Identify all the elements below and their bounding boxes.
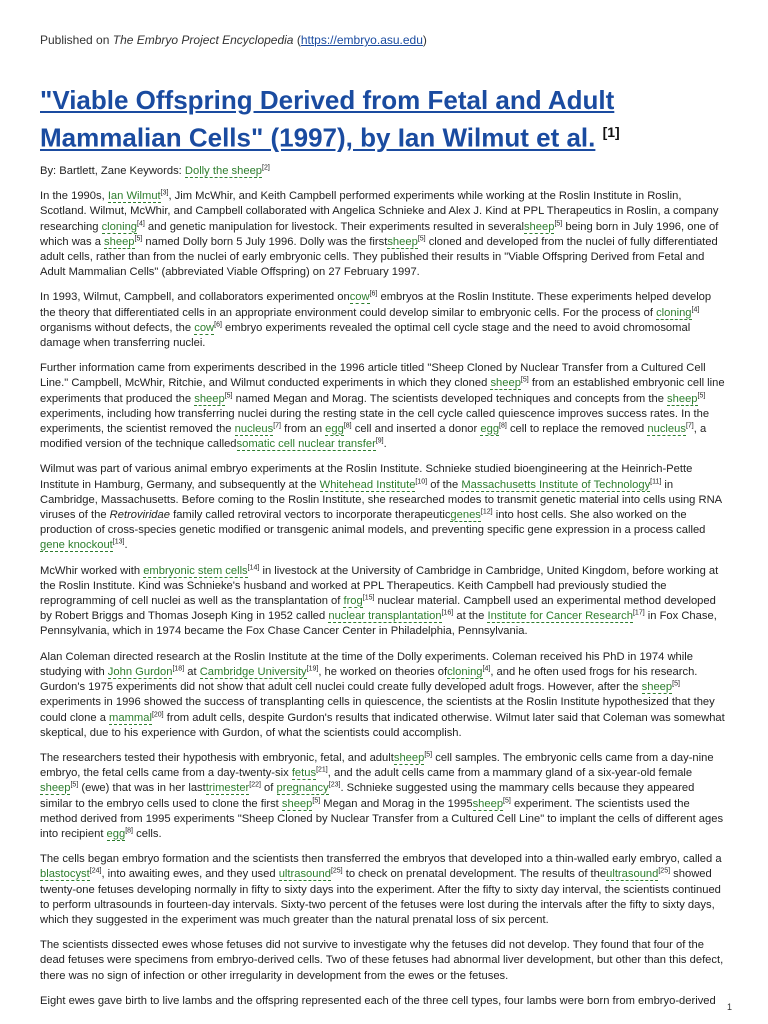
- text-run: , Jim McWhir, and Keith Campbell performed experiments while working at the Roslin Institute in Roslin, Scotland. Wilmut, McWhir, and Campbell collaborated with Angelica Schnieke and Alex J. Kind at PPL Therapeutics in Roslin, a company researching: [40, 190, 719, 233]
- text-run: , into awaiting ewes, and they used: [101, 868, 279, 881]
- text-run: at the: [453, 610, 488, 623]
- text-run: of: [260, 782, 277, 795]
- inline-link[interactable]: nucleus: [647, 423, 686, 436]
- ref-number: [19]: [306, 665, 319, 673]
- text-run: , and he often used frogs for his research. Gurdon's 1975 experiments did not show that adult cell nuclei could create fully developed adult frogs. However, after the: [40, 665, 698, 694]
- text-run: in Cambridge, Massachusetts. Before coming to the Roslin Institute, she researched modes to transmit genetic material into cells using RNA viruses of the: [40, 478, 722, 522]
- site-name: The Embryo Project Encyclopedia: [112, 33, 294, 47]
- text-run: Eight ewes gave birth to live lambs and the offspring represented each of the three cell types, four lambs were born from embryo-derived: [40, 994, 716, 1007]
- text-run: . Schnieke suggested using the mammary cells because they appeared similar to the embryo cells used to clone the first: [40, 782, 695, 810]
- inline-link[interactable]: cloning: [447, 665, 483, 678]
- published-line: Published on The Embryo Project Encyclopedia (https://embryo.asu.edu): [40, 33, 427, 47]
- ref-number: [6]: [369, 290, 378, 298]
- text-run: embryo experiments revealed the optimal cell cycle stage and the need to avoid chromosomal damage when transferring nuclei.: [40, 321, 691, 350]
- inline-link[interactable]: nuclear transplantation: [328, 610, 442, 623]
- ref-number: [7]: [685, 422, 694, 430]
- inline-link[interactable]: sheep: [472, 797, 504, 810]
- inline-link[interactable]: sheep: [104, 235, 135, 248]
- text-run: , and the adult cells came from a mammary gland of a six-year-old female: [327, 767, 693, 780]
- text-run: of the: [427, 478, 462, 491]
- inline-link[interactable]: sheep: [40, 782, 71, 795]
- site-url-link[interactable]: https://embryo.asu.edu: [300, 33, 423, 47]
- ref-number: [15]: [362, 594, 375, 602]
- ref-number: [5]: [134, 235, 143, 243]
- inline-link[interactable]: ultrasound: [278, 868, 331, 881]
- inline-link[interactable]: genes: [450, 509, 481, 522]
- text-run: showed twenty-one fetuses developing normally in fifty to sixty days into the experiment. After the fifty to sixty day interval, the scientists continued to perform ultrasounds in fourteen-day intervals. Sixty-two percent of the fetuses were lost during the intervals after the fifty to sixty days, which they suggested in the experiment was much greater than the natural prenatal loss of six percent.: [40, 868, 721, 926]
- text-run: Wilmut was part of various animal embryo experiments at the Roslin Institute. Schnieke studied bioengineering at the Heinrich-Pette Institute in Hamburg, Germany, and subsequently at the: [40, 463, 693, 491]
- text-run: embryos at the Roslin Institute. These experiments helped develop the theory that differentiated cells in an appropriate environment could develop similar to embryonic cells. For the process of: [40, 291, 712, 319]
- ref-number: [3]: [160, 189, 169, 197]
- ref-number: [4]: [137, 219, 145, 227]
- inline-link[interactable]: embryonic stem cells: [143, 564, 248, 577]
- text-run: cell and inserted a donor: [351, 423, 481, 436]
- text-run: from an: [281, 423, 326, 436]
- inline-link[interactable]: mammal: [109, 711, 152, 724]
- byline-text: By: Bartlett, Zane Keywords:: [40, 165, 182, 177]
- ref-number: [5]: [70, 781, 79, 789]
- inline-link[interactable]: ultrasound: [606, 868, 659, 881]
- text-run: cells.: [133, 827, 162, 840]
- text-run: family called retroviral vectors to incorporate therapeutic: [169, 509, 451, 522]
- ref-number: [8]: [125, 827, 134, 835]
- inline-link[interactable]: Ian Wilmut: [107, 190, 161, 203]
- inline-link[interactable]: trimester: [205, 782, 250, 795]
- text-run: in livestock at the University of Cambridge in Cambridge, United Kingdom, before working at the Roslin Institute. Kind was Schnieke's husband and worked at PPL Therapeutics. Keith Campbell had previously studied the reprogramming of cell nuclei as well as the transplantation of: [40, 564, 719, 608]
- paragraph: [40, 994, 728, 1009]
- ref-number: [6]: [214, 321, 222, 329]
- title-ref: [1]: [602, 124, 620, 140]
- text-run: nuclear material. Campbell used an experimental method developed by Robert Briggs and Thomas Joseph King in 1952 called: [40, 595, 716, 623]
- ref-number: [18]: [172, 665, 185, 673]
- inline-link[interactable]: sheep: [387, 235, 418, 248]
- text-run: experiment. The scientists used the method derived from 1995 experiments "Sheep Cloned by Nuclear Transfer from a Cultured Cell Line" to implant the cells of different ages into recipient: [40, 797, 724, 840]
- ref-number: [10]: [415, 477, 428, 485]
- text-run: named Megan and Morag. The scientists developed techniques and concepts from the: [232, 392, 668, 405]
- text-run: The scientists dissected ewes whose fetuses did not survive to investigate why the fetuses did not develop. They found that four of the dead fetuses were specimens from embryo-derived cells. Two of these fetuses had abnormal liver development, but other than this defect, there was no sign of infection or other irregularity in development from the ewes or the fetuses.: [40, 939, 724, 982]
- text-run: experiments in 1996 showed the success of transplanting cells in quiescence, the scientists at the Roslin Institute hypothesized that they could clone a: [40, 696, 715, 724]
- text-run: at: [184, 665, 200, 678]
- ref-number: [5]: [503, 796, 511, 804]
- ref-number: [22]: [249, 781, 261, 789]
- inline-link[interactable]: Massachusetts Institute of Technology: [461, 478, 651, 491]
- ref-number: [14]: [247, 563, 260, 571]
- ref-number: [7]: [273, 422, 281, 430]
- text-run: experiments, including how transferring nuclei during the resting state in the cell cycle called quiescence improves success rates. In the experiments, the scientist removed the: [40, 407, 710, 436]
- inline-link[interactable]: pregnancy: [276, 782, 329, 795]
- paragraph: [40, 462, 728, 553]
- text-run: to check on prenatal development. The results of the: [342, 868, 607, 881]
- ref-number: [8]: [343, 422, 352, 430]
- title-link[interactable]: "Viable Offspring Derived from Fetal and Adult Mammalian Cells" (1997), by Ian Wilmut et al.: [40, 85, 615, 153]
- paragraph: [40, 938, 728, 984]
- text-run: and genetic manipulation for livestock. Their experiments resulted in several: [144, 220, 524, 233]
- ref-number: [11]: [650, 477, 662, 485]
- inline-link[interactable]: frog: [343, 595, 363, 608]
- inline-link[interactable]: blastocyst: [40, 868, 90, 881]
- paragraph: [40, 564, 728, 640]
- ref-number: [5]: [417, 235, 426, 243]
- text-run: cell samples. The embryonic cells came from a day-nine embryo, the fetal cells came from a day-twenty-six: [40, 751, 714, 780]
- ref-number: [12]: [480, 508, 493, 516]
- ref-number: [25]: [658, 867, 671, 875]
- text-run: , a modified version of the technique called: [40, 423, 707, 451]
- ref-number: [23]: [328, 781, 341, 789]
- ref-number: [5]: [672, 680, 680, 688]
- ref-number: [21]: [316, 766, 328, 774]
- text-run: organisms without defects, the: [40, 321, 195, 334]
- text-run: The cells began embryo formation and the scientists then transferred the embryos that developed into a thin-walled early embryo, called a: [40, 853, 722, 866]
- text-run: into host cells. She also worked on the production of cross-species genetic modified or transgenic animal models, and preventing specific gene expression in a process called: [40, 509, 706, 537]
- inline-link[interactable]: sheep: [393, 751, 425, 764]
- text-run: , he worked on theories of: [318, 665, 448, 678]
- inline-link[interactable]: Institute for Cancer Research: [487, 610, 633, 623]
- paragraph: [40, 852, 728, 928]
- ref-number: [25]: [330, 867, 343, 875]
- inline-link[interactable]: gene knockout: [40, 539, 113, 552]
- paragraph: [40, 189, 728, 280]
- inline-link[interactable]: nucleus: [234, 423, 274, 436]
- ref-number: [5]: [312, 796, 321, 804]
- inline-link[interactable]: sheep: [490, 377, 521, 390]
- text-run: In 1993, Wilmut, Campbell, and collaborators experimented on: [40, 291, 350, 304]
- text-run: cell to replace the removed: [506, 423, 648, 436]
- page-number: 1: [726, 1002, 732, 1012]
- text-run: McWhir worked with: [40, 564, 144, 577]
- paragraph: [40, 751, 728, 842]
- ref-number: [13]: [112, 538, 125, 546]
- inline-link[interactable]: egg: [325, 423, 344, 436]
- text-run: from an established embryonic cell line experiments that produced the: [40, 377, 725, 405]
- text-run: in Fox Chase, Pennsylvania, which in 1974 became the Fox Chase Cancer Center in Philadelphia, Pennsylvania.: [40, 610, 717, 638]
- inline-link[interactable]: Whitehead Institute: [319, 478, 416, 491]
- paragraph: [40, 290, 728, 351]
- inline-link[interactable]: sheep: [523, 220, 555, 233]
- inline-link[interactable]: egg: [106, 827, 126, 840]
- text-run: The researchers tested their hypothesis with embryonic, fetal, and adult: [40, 751, 394, 764]
- inline-link[interactable]: sheep: [281, 797, 313, 810]
- text-run: .: [124, 539, 128, 552]
- inline-link[interactable]: sheep: [641, 681, 673, 694]
- inline-link[interactable]: fetus: [291, 767, 317, 780]
- text-run: In the 1990s,: [40, 190, 108, 203]
- text-run: Further information came from experiments described in the 1996 article titled "Sheep Cloned by Nuclear Transfer from a Cultured Cell Line." Campbell, McWhir, Ritchie, and Wilmut conducted experiments in which they cloned: [40, 362, 706, 390]
- inline-link[interactable]: sheep: [194, 392, 225, 405]
- inline-link[interactable]: somatic cell nuclear transfer: [236, 438, 376, 451]
- keyword-link[interactable]: Dolly the sheep: [184, 165, 263, 177]
- ref-number: [5]: [224, 391, 233, 399]
- ref-number: [8]: [499, 422, 507, 430]
- inline-link[interactable]: cow: [194, 321, 215, 334]
- published-prefix: Published on: [40, 33, 110, 47]
- ref-number: [24]: [89, 867, 102, 875]
- text-run: (ewe) that was in her last: [78, 782, 206, 795]
- inline-link[interactable]: Cambridge University: [199, 665, 307, 678]
- ref-number: [16]: [441, 609, 454, 617]
- page-title: [40, 84, 728, 154]
- text-run: Megan and Morag in the 1995: [320, 797, 473, 810]
- italic-text: Retroviridae: [109, 509, 170, 522]
- ref-number: [5]: [424, 751, 433, 759]
- inline-link[interactable]: cow: [349, 291, 370, 304]
- inline-link[interactable]: cloning: [101, 220, 138, 233]
- text-run: from adult cells, despite Gurdon's results that indicated otherwise. Wilmut later said that Coleman was somewhat skeptical, due to his experience with Gurdon, of what the scientists could accomplish.: [40, 711, 725, 739]
- ref-number: [4]: [482, 665, 491, 673]
- paragraph: [40, 361, 728, 452]
- keyword-ref: [2]: [262, 164, 270, 172]
- byline: [40, 164, 728, 179]
- ref-number: [9]: [375, 437, 384, 445]
- inline-link[interactable]: John Gurdon: [107, 665, 173, 678]
- text-run: being born in July 1996, one of which was a: [40, 220, 719, 248]
- ref-number: [20]: [151, 710, 164, 718]
- paragraph: [40, 650, 728, 741]
- ref-number: [17]: [632, 609, 645, 617]
- text-run: .: [383, 438, 387, 451]
- text-run: named Dolly born 5 July 1996. Dolly was the first: [142, 235, 388, 248]
- inline-link[interactable]: egg: [480, 423, 500, 436]
- text-run: cloned and developed from the nuclei of fully differentiated adult cells, rather than from the nuclei of early embryonic cells. They published their results in "Viable Offspring Derived from Fetal and Adult Mammalian Cells" (abbreviated Viable Offspring) on 27 February 1997.: [40, 235, 718, 279]
- article-body: [40, 164, 728, 1019]
- ref-number: [5]: [697, 391, 706, 399]
- inline-link[interactable]: sheep: [667, 392, 698, 405]
- ref-number: [4]: [691, 305, 700, 313]
- text-run: Alan Coleman directed research at the Roslin Institute at the time of the Dolly experiments. Coleman received his PhD in 1974 while studying with: [40, 650, 693, 678]
- ref-number: [5]: [554, 219, 563, 227]
- ref-number: [5]: [520, 376, 529, 384]
- inline-link[interactable]: cloning: [656, 306, 692, 319]
